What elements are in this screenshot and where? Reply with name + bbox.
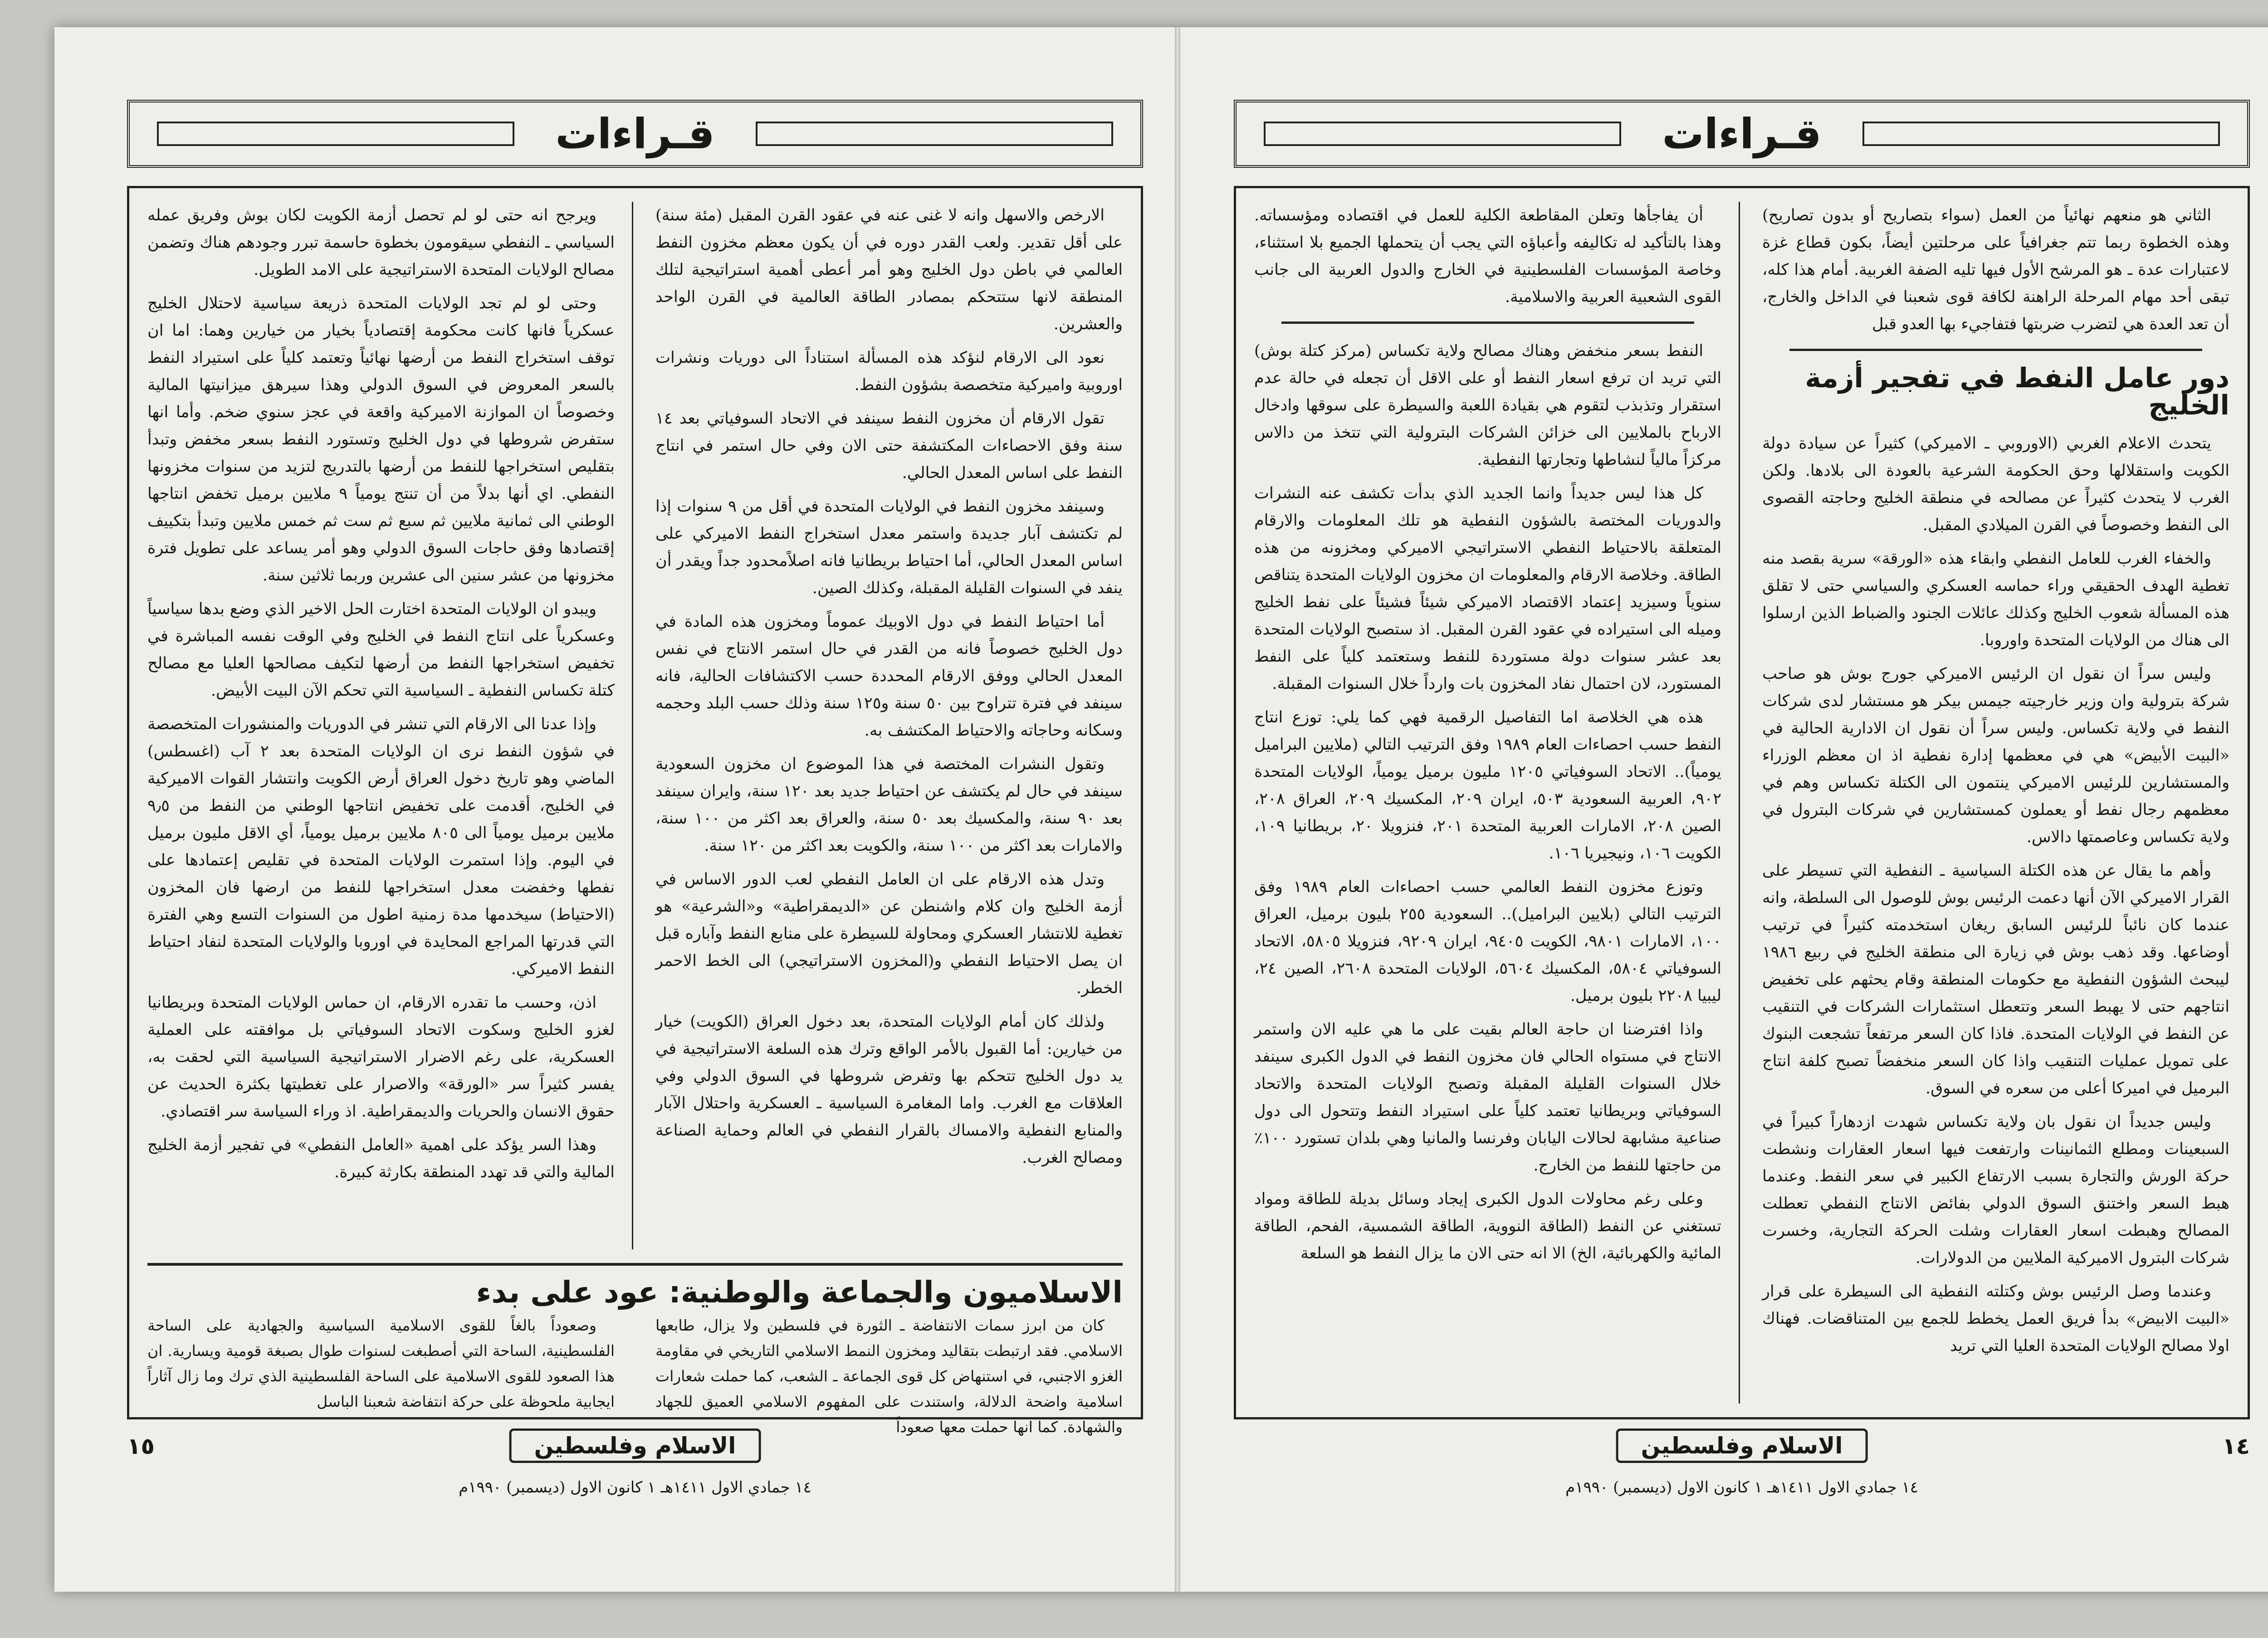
paragraph: وعلى رغم محاولات الدول الكبرى إيجاد وسائل بديلة للطاقة ومواد تستغني عن النفط (الطاقة النووية، الطاقة الشمسية، الفحم، الطاقة المائية والكهربائية، الخ) الا انه حتى الان ما يزال النفط هو السلعة [1254,1190,1721,1263]
paragraph: وصعوداً بالغاً للقوى الاسلامية السياسية والجهادية على الساحة الفلسطينية، الساحة التي أصطبغت لسنوات طوال بصبغة قومية ويسارية. ان هذا الصعود للقوى الاسلامية على الساحة الفلسطينية الذي ترك وما زال آثاراً ايجابية ملحوظة على حركة انتفاضة شعبنا الباسل [147,1316,615,1410]
column-divider [1739,202,1740,1404]
page-number: ١٥ [127,1433,155,1459]
header-rule [756,122,1113,146]
column-divider [632,202,633,1249]
magazine-spread [54,27,2268,1592]
page-footer [1234,1428,2250,1519]
paragraph: وتدل هذه الارقام على ان العامل النفطي لعب الدور الاساس في أزمة الخليج وان كلام واشنطن عن «الديمقراطية» و«الشرعية» هو تغطية للانتشار العسكري ومحاولة للسيطرة على منابع النفط وآباره قبل ان يصل الاحتياط النفطي و(المخزون الاستراتيجي) الى الخط الاحمر الخطر. [655,870,1123,997]
paragraph: وأهم ما يقال عن هذه الكتلة السياسية ـ النفطية التي تسيطر على القرار الاميركي الآن أنها دعمت الرئيس بوش للوصول الى السلطة، وانه عندما كان نائباً للرئيس السابق ريغان استخدمته كثيراً في ترتيب أوضاعها. وقد ذهب بوش في زيارة الى منطقة الخليج في ربيع ١٩٨٦ ليبحث الشؤون النفطية مع حكومات المنطقة وقام يحثهم على تخفيض انتاجهم حتى لا يهبط السعر وتتعطل استثمارات الشركات في التنقيب عن النفط في الولايات المتحدة. فاذا كان السعر مرتفعاً تشجعت البنوك على تمويل عمليات التنقيب واذا كان السعر منخفضاً تصبح كلفة انتاج البرميل في اميركا أعلى من سعره في السوق. [1762,862,2229,1097]
paragraph: النفط بسعر منخفض وهناك مصالح ولاية تكساس (مركز كتلة بوش) التي تريد ان ترفع اسعار النفط أو على الاقل أن تجعله في حالة عدم استقرار وتذبذب لتقوم هي بقيادة اللعبة والسيطرة على سوقها وادخال الارباح بالملايين الى خزائن الشركات البترولية التي تتخذ من دالاس مركزاً مالياً لنشاطها وتجارتها النفطية. [1254,342,1721,469]
paragraph: اذن، وحسب ما تقدره الارقام، ان حماس الولايات المتحدة وبريطانيا لغزو الخليج وسكوت الاتحاد السوفياتي بل موافقته على العملية العسكرية، على رغم الاضرار الاستراتيجية السياسية التي لحقت به، يفسر كثيراً سر «الورقة» والاصرار على تغطيتها بكثرة الحديث عن حقوق الانسان والحريات والديمقراطية. اذ وراء السياسة سر اقتصادي. [147,994,615,1121]
article-separator [1281,322,1694,324]
paragraph: وتوزع مخزون النفط العالمي حسب احصاءات العام ١٩٨٩ وفق الترتيب التالي (بلايين البراميل).. السعودية ٢٥٥ بليون برميل، العراق ١٠٠، الامارات ٩٨٠١، الكويت ٩٤٠٥، ايران ٩٢٠٩، فنزويلا ٥٨٠٥، الاتحاد السوفياتي ٥٨٠٤، المكسيك ٥٦٠٤، الولايات المتحدة ٢٦٠٨، الصين ٢٤، ليبيا ٢٢٠٨ بليون برميل. [1254,878,1721,1005]
article-frame [127,186,1143,1436]
paragraph: وليس جديداً ان نقول بان ولاية تكساس شهدت ازدهاراً كبيراً في السبعينات ومطلع الثمانينات وارتفعت فيها اسعار العقارات ونشطت حركة الورش والتجارة بسبب الارتفاع الكبير في سعر النفط. وعندما هبط السعر واختنق السوق الدولي بفائض الانتاج النفطي تعطلت المصالح وهبطت اسعار العقارات وشلت الحركة التجارية، وخسرت شركات البترول الاميركية الملايين من الدولارات. [1762,1113,2229,1267]
header-rule [157,122,514,146]
page-number: ١٤ [2222,1433,2250,1459]
paragraph: تقول الارقام أن مخزون النفط سينفد في الاتحاد السوفياتي بعد ١٤ سنة وفق الاحصاءات المكتشفة حتى الان وفي حال استمر في انتاج النفط على اساس المعدل الحالي. [655,410,1123,482]
paragraph: وتقول النشرات المختصة في هذا الموضوع ان مخزون السعودية سينفد في حال لم يكتشف عن احتياط جديد بعد ١٢٠ سنة، وايران سينفد بعد ٩٠ سنة، والمكسيك بعد ٥٠ سنة، والعراق بعد اكثر من ١٠٠ سنة، والامارات بعد اكثر من ١٠٠ سنة، والكويت بعد اكثر من ١٢٠ سنة. [655,755,1123,855]
article-separator [1789,349,2202,351]
header-rule [1264,122,1621,146]
paragraph: ولذلك كان أمام الولايات المتحدة، بعد دخول العراق (الكويت) خيار من خيارين: أما القبول بالأمر الواقع وترك هذه السلعة الاستراتيجية في يد دول الخليج تتحكم بها وتفرض شروطها في السوق الدولي وفي العلاقات مع الغرب. واما المغامرة السياسية ـ العسكرية واحتلال الآبار والمنابع النفطية والامساك بالقرار النفطي في العالم وحماية الصناعة ومصالح الغرب. [655,1013,1123,1167]
article-frame [1234,186,2250,1419]
paragraph: الثاني هو منعهم نهائياً من العمل (سواء بتصاريح أو بدون تصاريح) وهذه الخطوة ربما تتم جغرافياً على مرحلتين أيضاً، بكون قطاع غزة لاعتبارات عدة ـ هو المرشح الأول فيها تليه الضفة الغربية. أمام هذا كله، تبقى أحد مهام المرحلة الراهنة لكافة قوى شعبنا في الداخل والخارج، أن تعد العدة هي لتضرب ضربتها فتفاجيء بها العدو قبل [1762,206,2229,333]
page-left [127,100,1143,1524]
paragraph: وعندما وصل الرئيس بوش وكتلته النفطية الى السيطرة على قرار «البيت الابيض» بدأ فريق العمل يخطط للجمع بين المتناقضات. فهناك اولا مصالح الولايات المتحدة العليا التي تريد [1762,1282,2229,1355]
column-left-bottom [147,1313,615,1421]
paragraph: وسينفد مخزون النفط في الولايات المتحدة في أقل من ٩ سنوات إذا لم تكتشف آبار جديدة واستمر معدل استخراج النفط الاميركي على اساس المعدل الحالي، أما احتياط بريطانيا فانه اصلاًمحدود جداً ويقدر أن ينفد في السنوات القليلة المقبلة، وكذلك الصين. [655,497,1123,597]
column-right [1762,202,2229,1366]
article-title: دور عامل النفط في تفجير أزمة الخليج [1805,362,2229,421]
paragraph: نعود الى الارقام لنؤكد هذه المسألة استناداً الى دوريات ونشرات اوروبية واميركية متخصصة بشؤون النفط. [655,349,1123,394]
paragraph: الارخص والاسهل وانه لا غنى عنه في عقود القرن المقبل (مئة سنة) على أقل تقدير. ولعب القدر دوره في أن يكون معظم مخزون النفط العالمي في باطن دول الخليج وهو أمر أعطى أهمية استراتيجية لتلك المنطقة لانها ستتحكم بمصادر الطاقة العالمية في القرن الواحد والعشرين. [655,206,1123,333]
header-rule [1862,122,2220,146]
paragraph: يتحدث الاعلام الغربي (الاوروبي ـ الاميركي) كثيراً عن سيادة دولة الكويت واستقلالها وحق الحكومة الشرعية بالعودة الى بلادها. ولكن الغرب لا يتحدث كثيراً عن مصالحه في منطقة الخليج وحاجته القصوى الى النفط وخصوصاً في القرن الميلادي المقبل. [1762,434,2229,534]
article-title: الاسلاميون والجماعة والوطنية: عود على بدء [147,1263,1123,1310]
page-right [1234,100,2250,1524]
paragraph: كل هذا ليس جديداً وانما الجديد الذي بدأت تكشف عنه النشرات والدوريات المختصة بالشؤون النفطية هو تلك المعلومات والارقام المتعلقة بالاحتياط النفطي الاستراتيجي الاميركي ومخزونه من هذه الطاقة. وخلاصة الارقام والمعلومات ان مخزون الولايات المتحدة يتناقص سنوياً وسيزيد إعتماد الاقتصاد الاميركي شيئاً فشيئاً على نفط الخليج وميله الى استيراده في عقود القرن المقبل. اذ ستصبح الولايات المتحدة بعد عشر سنوات دولة مستوردة للنفط وستعتمد كلياً على النفط المستورد، لان احتمال نفاد المخزون بات وارداً خلال السنوات المقبلة. [1254,484,1721,693]
paragraph: والخفاء الغرب للعامل النفطي وابقاء هذه «الورقة» سرية بقصد منه تغطية الهدف الحقيقي وراء حماسه العسكري والسياسي حتى لا تقلق هذه المسألة شعوب الخليج وكذلك عائلات الجنود والضباط الذين ارسلوا الى هناك من الولايات المتحدة واوروبا. [1762,550,2229,649]
column-right [655,202,1123,1178]
magazine-name: الاسلام وفلسطين [1616,1428,1868,1463]
paragraph: وهذا السر يؤكد على اهمية «العامل النفطي» في تفجير أزمة الخليج المالية والتي قد تهدد المنطقة بكارثة كبيرة. [147,1136,615,1181]
section-title: قـراءات [1662,109,1822,158]
paragraph: وليس سراً ان نقول ان الرئيس الاميركي جورج بوش هو صاحب شركة بترولية وان وزير خارجيته جيمس بيكر هو مستشار لدى شركات النفط في ولاية تكساس. وليس سراً أن نقول ان الادارية الحالية في «البيت الأبيض» هي في معظمها إدارة نفطية اذ ان معظم الوزراء والمستشارين للرئيس الاميركي ينتمون الى الكتلة تكساس وهم في معظمهم رجال نفط أو يعملون كمستشارين في شركات البترول في ولاية تكساس وعاصمتها دالاس. [1762,665,2229,846]
paragraph: أما احتياط النفط في دول الاوبيك عموماً ومخزون هذه المادة في دول الخليج خصوصاً فانه من القدر في حال استمر الانتاج في نفس المعدل الحالي ووفق الارقام المحددة حسب الاكتشافات الحالية، فانه سينفد في فترة تتراوح بين ٥٠ سنة و١٢٥ سنة وذلك حسب البلد وحجمه وسكانه وحاجاته والاحتياط المكتشف به. [655,613,1123,740]
paragraph: كان من ابرز سمات الانتفاضة ـ الثورة في فلسطين ولا يزال، طابعها الاسلامي. فقد ارتبطت بتقاليد ومخزون النمط الاسلامي التاريخي في مقاومة الغزو الاجنبي، في استنهاض كل قوى الجماعة ـ الشعب، كما حملت شعارات اسلامية واضحة الدلالة، واستندت على المفهوم الاسلامي العميق للجهاد والشهادة. كما انها حملت معها صعوداً [655,1316,1123,1436]
magazine-name: الاسلام وفلسطين [509,1428,761,1463]
column-right-bottom [655,1313,1123,1446]
section-title: قـراءات [555,109,715,158]
page-header [1234,100,2250,168]
page-footer [127,1428,1143,1519]
binding-gutter [1175,27,1180,1592]
paragraph: وإذا عدنا الى الارقام التي تنشر في الدوريات والمنشورات المتخصصة في شؤون النفط نرى ان الولايات المتحدة بعد ٢ آب (اغسطس) الماضي وهو تاريخ دخول العراق أرض الكويت وانتشار القوات الاميركية في الخليج، أقدمت على تخفيض انتاجها الوطني من النفط من ٩٫٥ ملايين برميل يومياً الى ٨٠٥ ملايين برميل يومياً، أي الاقل مليون برميل في اليوم. وإذا استمرت الولايات المتحدة في تقليص إعتمادها على نفطها وخفضت معدل استخراجها للنفط من ارضها فان المخزون (الاحتياط) سيخدمها مدة زمنية اطول من السنوات التسع وهي الفترة التي قدرتها المراجع المحايدة في اوروبا والولايات المتحدة لنفاد احتياط النفط الاميركي. [147,715,615,978]
paragraph: وحتى لو لم تجد الولايات المتحدة ذريعة سياسية لاحتلال الخليج عسكرياً فانها كانت محكومة إقتصادياً بخيار من خيارين وهما: اما ان توقف استخراج النفط من أرضها نهائياً وتعتمد كلياً على استيراد النفط بالسعر المعروض في السوق الدولي وهذا سيرهق ميزانيتها المالية وخصوصاً ان الموازنة الاميركية واقعة في عجز سنوي ضخم. وأما انها ستفرض شروطها في دول الخليج وتستورد النفط بسعر مخفض وتبدأ بتقليص استخراجها للنفط من أرضها بالتدريج لتزيد من سنوات مخزونها النفطي. اي أنها بدلاً من أن تنتج يومياً ٩ ملايين برميل تخفض انتاجها الوطني الى ثمانية ملايين ثم سبع ثم ست ثم خمس ملايين وتبدأ بتكييف إقتصادها وفق حاجات السوق الدولي وهو أمر يساعد على تطويل فترة مخزونها من عشر سنين الى عشرين وربما ثلاثين سنة. [147,294,615,585]
column-left [147,202,615,1192]
paragraph: ويرجح انه حتى لو لم تحصل أزمة الكويت لكان بوش وفريق عمله السياسي ـ النفطي سيقومون بخطوة حاسمة تبرر وجودهم هناك وتضمن مصالح الولايات المتحدة الاستراتيجية على الامد الطويل. [147,206,615,279]
paragraph: أن يفاجأها وتعلن المقاطعة الكلية للعمل في اقتصاده ومؤسساته. وهذا بالتأكيد له تكاليفه وأعباؤه التي يجب أن يتحملها الجميع بلا استثناء، وخاصة المؤسسات الفلسطينية في الخارج والدول العربية الى جانب القوى الشعبية العربية والاسلامية. [1254,206,1721,306]
paragraph: ويبدو ان الولايات المتحدة اختارت الحل الاخير الذي وضع بدها سياسياً وعسكرياً على انتاج النفط في الخليج وفي الوقت نفسه المباشرة في تخفيض استخراجها النفط من أرضها لتكيف مصالحها العليا مع مصالح كتلة تكساس النفطية ـ السياسية التي تحكم الآن البيت الأبيض. [147,600,615,700]
issue-date: ١٤ جمادي الاول ١٤١١هـ ١ كانون الاول (ديسمبر) ١٩٩٠م [459,1478,811,1497]
paragraph: هذه هي الخلاصة اما التفاصيل الرقمية فهي كما يلي: توزع انتاج النفط حسب احصاءات العام ١٩٨٩ وفق الترتيب التالي (ملايين البراميل يومياً).. الاتحاد السوفياتي ١٢٠٥ مليون برميل يومياً، الولايات المتحدة ٩٠٢، العربية السعودية ٥٠٣، ايران ٢٠٩، المكسيك ٢٠٩، العراق ٢٠٨، الصين ٢٠٨، الامارات العربية المتحدة ٢٠١، فنزويلا ٢٠، بريطانيا ١٠٩، الكويت ١٠٦، ونيجيريا ١٠٦. [1254,708,1722,863]
page-header [127,100,1143,168]
issue-date: ١٤ جمادي الاول ١٤١١هـ ١ كانون الاول (ديسمبر) ١٩٩٠م [1565,1478,1918,1497]
column-left [1254,202,1721,1273]
paragraph: واذا افترضنا ان حاجة العالم بقيت على ما هي عليه الان واستمر الانتاج في مستواه الحالي فان مخزون النفط في الدول الكبرى سينفد خلال السنوات القليلة المقبلة وتصبح الولايات المتحدة والاتحاد السوفياتي وبريطانيا تعتمد كلياً على استيراد النفط وتتحول الى دول صناعية مشابهة لحالات اليابان وفرنسا والمانيا وهي بلدان تستورد ١٠٠٪ من حاجتها للنفط من الخارج. [1254,1020,1721,1175]
